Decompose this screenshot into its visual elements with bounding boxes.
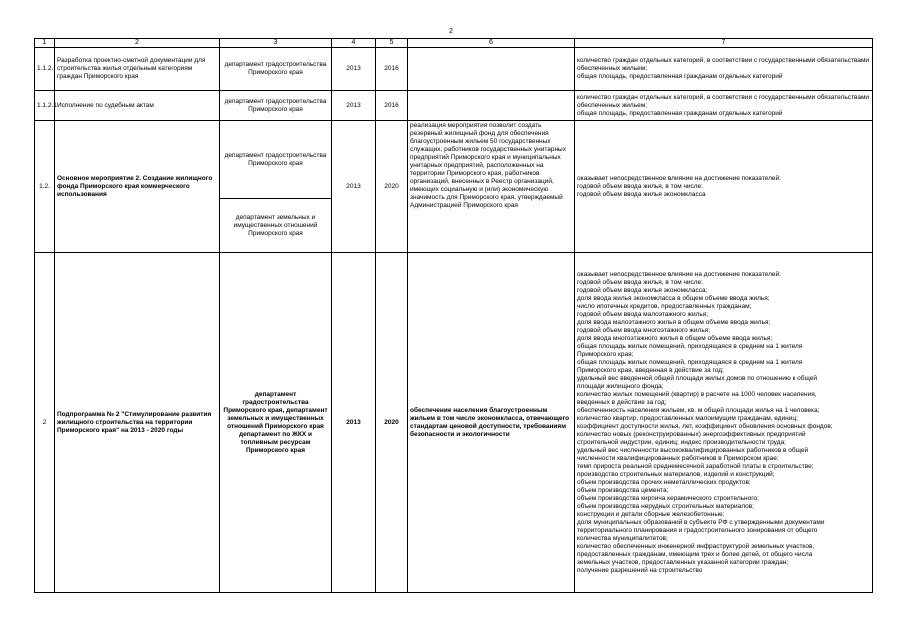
indicator-line: объем производства прочих неметаллических продуктов;: [577, 478, 751, 486]
indicator-line: общая площадь, предоставленная гражданам отдельных категорий: [577, 73, 783, 80]
table-row: [35, 121, 873, 199]
indicator-line: площади жилищного фонда;: [577, 382, 664, 390]
indicator-line: количество квартир, предоставленных малоимущим гражданам, единиц;: [577, 414, 798, 422]
indicator-line: удельный вес численности высококвалифицированных работников в общей: [577, 446, 809, 454]
expected-result: реализация мероприятия позволит создать резервный жилищный фонд для обеспечения благоустроенным жильем 50 государственных служащих, работников государственных унитарных предприятий Приморского края и муниципальных унитарных предприятий, расположенных на территории Приморского края, работников организаций, внесенных в Реестр организаций, имеющих социальную и (или) экономическую значимость для Приморского края, утверждаемый Администрацией Приморского края: [408, 121, 575, 253]
row-number: 2: [35, 253, 55, 593]
indicator-line: строительной индустрии, единиц; индекс производительности труда;: [577, 438, 786, 446]
indicator-line: Приморского края;: [577, 350, 634, 358]
header-row: [35, 39, 873, 48]
measure-name: Исполнение по судебным актам: [55, 91, 220, 121]
indicator-line: удельный вес введенной общей площади жилых домов по отношению к общей: [577, 374, 818, 382]
executor: департамент градостроительства Приморского края, департамент земельных и имущественных отношений Приморского края департамент по ЖКХ и топливным ресурсам Приморского края: [220, 253, 332, 593]
executor: департамент градостроительства Приморского края: [220, 91, 332, 121]
page-number: 2: [449, 28, 453, 35]
indicator-line: территориального планирования и градостроительного зонирования от общего: [577, 526, 818, 534]
header-cell: 7: [575, 39, 873, 48]
indicators: [575, 91, 873, 121]
row-number: 1.2.: [35, 121, 55, 253]
start-year: 2013: [332, 253, 376, 593]
indicator-line: годовой объем ввода жилья, в том числе:: [577, 182, 703, 190]
expected-result: [408, 91, 575, 121]
indicator-line: доля ввода малоэтажного жилья в общем объеме ввода жилья;: [577, 318, 771, 326]
indicator-line: общая площадь жилых помещений, приходящаяся в среднем на 1 жителя: [577, 342, 803, 350]
end-year: 2016: [376, 48, 408, 91]
indicator-line: обеспеченность населения жильем, кв. м общей площади жилья на 1 человека;: [577, 406, 820, 414]
indicators: [575, 48, 873, 91]
indicator-line: общая площадь жилых помещений, приходящаяся в среднем на 1 жителя: [577, 358, 803, 366]
indicator-line: годовой объем ввода жилья экономкласса: [577, 190, 706, 198]
indicator-line: количество жилых помещений (квартир) в расчете на 1000 человек населения,: [577, 390, 817, 398]
table-row: [35, 253, 873, 593]
executor: департамент земельных и имущественных отношений Приморского края: [220, 199, 332, 253]
header-cell: 3: [220, 39, 332, 48]
row-number: 1.1.2.1: [35, 91, 55, 121]
indicator-line: темп прироста реальной среднемесячной заработной платы в строительстве;: [577, 462, 814, 470]
start-year: 2013: [332, 91, 376, 121]
indicator-line: годовой объем ввода многоэтажного жилья;: [577, 326, 711, 334]
indicator-line: количество обеспеченных инженерной инфраструктурой земельных участков,: [577, 542, 815, 550]
table-row: [35, 48, 873, 91]
indicator-line: годовой объем ввода жилья, в том числе:: [577, 278, 703, 286]
indicator-line: земельных участков, предоставленных указанной категории граждан;: [577, 558, 789, 566]
header-cell: 2: [55, 39, 220, 48]
indicator-line: объем производства цемента;: [577, 486, 669, 494]
indicator-line: введенных в действие за год;: [577, 398, 667, 406]
indicator-line: коэффициент доступности жилья, лет, коэффициент обновления основных фондов;: [577, 422, 833, 430]
header-cell: 4: [332, 39, 376, 48]
indicator-line: годовой объем ввода малоэтажного жилья;: [577, 310, 709, 318]
indicator-line: количество новых (реконструированных) энергоэффективных предприятий: [577, 430, 806, 438]
executor: департамент градостроительства Приморского края: [220, 48, 332, 91]
indicator-line: объем производства нерудных строительных материалов;: [577, 502, 754, 510]
indicator-line: Приморского края, введенная в действие за год;: [577, 366, 724, 374]
end-year: 2020: [376, 253, 408, 593]
indicator-line: объем производства кирпича керамического строительного;: [577, 494, 759, 502]
row-number: 1.1.2.: [35, 48, 55, 91]
indicator-line: количество граждан отдельных категорий, в соответствии с государственными обязательствами обеспеченных жильем;: [577, 57, 870, 72]
table-row: [35, 91, 873, 121]
expected-result: [408, 48, 575, 91]
header-cell: 1: [35, 39, 55, 48]
measure-name: Основное мероприятие 2. Создание жилищного фонда Приморского края коммерческого использования: [55, 121, 220, 253]
executor: департамент градостроительства Приморского края: [220, 121, 332, 199]
program-table: [34, 38, 873, 593]
indicator-line: производство строительных материалов, изделий и конструкций;: [577, 470, 775, 478]
indicator-line: предоставленных гражданам, имеющим трех и более детей, от общего числа: [577, 550, 813, 558]
indicator-line: число ипотечных кредитов, предоставленных гражданам;: [577, 302, 752, 310]
indicator-line: конструкции и детали сборные железобетонные;: [577, 510, 725, 518]
end-year: 2020: [376, 121, 408, 253]
indicator-line: получение разрешений на строительство: [577, 566, 703, 574]
start-year: 2013: [332, 48, 376, 91]
indicator-line: количество граждан отдельных категорий, в соответствии с государственными обязательствами обеспеченных жильем;: [577, 93, 870, 109]
end-year: 2016: [376, 91, 408, 121]
measure-name: Подпрограмма № 2 "Стимулирование развития жилищного строительства на территории Приморского края" на 2013 - 2020 годы: [55, 253, 220, 593]
header-cell: 6: [408, 39, 575, 48]
measure-name: Разработка проектно-сметной документации для строительства жилья отдельным категориям граждан Приморского края: [55, 48, 220, 91]
start-year: 2013: [332, 121, 376, 253]
indicators: [575, 253, 873, 593]
indicator-line: численности квалифицированных работников в Приморском крае;: [577, 454, 779, 462]
header-cell: 5: [376, 39, 408, 48]
indicators: [575, 121, 873, 253]
indicator-line: доля муниципальных образований в субъекте РФ с утвержденными документами: [577, 518, 825, 526]
indicator-line: годовой объем ввода жилья экономкласса;: [577, 286, 708, 294]
indicator-line: оказывает непосредственное влияние на достижение показателей:: [577, 174, 781, 182]
indicator-line: общая площадь, предоставленная гражданам отдельных категорий: [577, 109, 783, 117]
expected-result: обеспечение населения благоустроенным жильем в том числе экономкласса, отвечающего стандартам ценовой доступности, требованиям безопасности и экологичности: [408, 253, 575, 593]
indicator-line: доля ввода многоэтажного жилья в общем объеме ввода жилья;: [577, 334, 773, 342]
indicator-line: оказывает непосредственное влияние на достижение показателей:: [577, 270, 781, 278]
indicator-line: доля ввода жилья экономкласса в общем объеме ввода жилья;: [577, 294, 770, 302]
indicator-line: количества муниципалитетов;: [577, 534, 668, 542]
